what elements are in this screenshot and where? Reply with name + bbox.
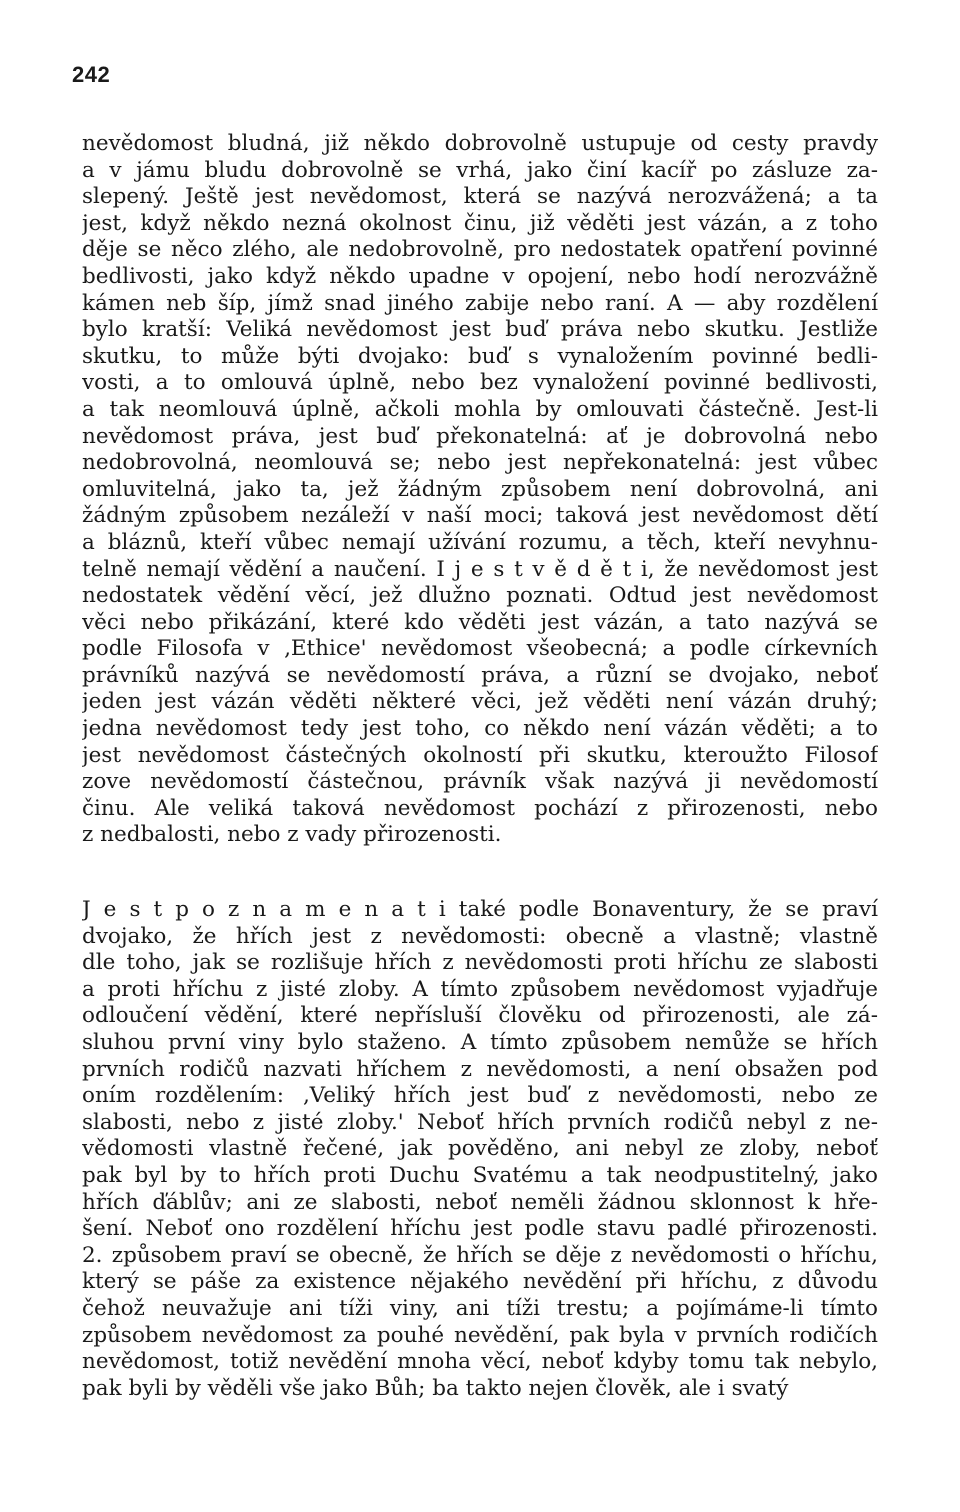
- text-line: slabosti, nebo z jisté zloby.' Neboť hřích prvních rodičů nebyl z ne-: [82, 1109, 878, 1135]
- text-line: prvních rodičů nazvati hříchem z nevědomosti, a není obsažen pod: [82, 1056, 878, 1082]
- text-line: odloučení vědění, které nepřísluší člověku od přirozenosti, ale zá-: [82, 1003, 878, 1029]
- text-line: J e s t p o z n a m e n a t i také podle Bonaventury, že se praví: [82, 897, 878, 922]
- text-line: a tak neomlouvá úplně, ačkoli mohla by omlouvati částečně. Jest-li: [82, 396, 878, 422]
- text-line: jest, když někdo nezná okolnost činu, již věděti jest vázán, a z toho: [82, 210, 878, 236]
- text-line: který se páše za existence nějakého nevědění při hříchu, z důvodu: [82, 1269, 878, 1295]
- text-line: žádným způsobem nezáleží v naší moci; taková jest nevědomost dětí: [82, 503, 878, 529]
- text-line: 2. způsobem praví se obecně, že hřích se děje z nevědomosti o hříchu,: [82, 1242, 878, 1268]
- text-line: nedostatek vědění věcí, jež dlužno poznati. Odtud jest nevědomost: [82, 583, 878, 609]
- text-line: čehož neuvažuje ani tíži viny, ani tíži trestu; a pojímáme-li tímto: [82, 1295, 878, 1321]
- text-line: jeden jest vázán věděti některé věci, jež věděti není vázán druhý;: [82, 689, 878, 715]
- text-line: právníků nazývá se nevědomostí práva, a různí se dvojako, neboť: [82, 662, 878, 688]
- text-line: podle Filosofa v ‚Ethice' nevědomost všeobecná; a podle církevních: [82, 636, 878, 662]
- text-line: a v jámu bludu dobrovolně se vrhá, jako činí kacíř po zásluze za-: [82, 157, 878, 183]
- text-line: dvojako, že hřích jest z nevědomosti: obecně a vlastně; vlastně: [82, 923, 878, 949]
- text-line: omluvitelná, jako ta, jež žádným způsobem není dobrovolná, ani: [82, 476, 878, 502]
- text-line: oním rozdělením: ‚Veliký hřích jest buď z nevědomosti, nebo ze: [82, 1083, 878, 1109]
- text-line: nevědomost bludná, již někdo dobrovolně ustupuje od cesty pravdy: [82, 131, 878, 156]
- text-line: činu. Ale veliká taková nevědomost pochází z přirozenosti, nebo: [82, 795, 878, 821]
- text-line: věci nebo přikázání, které kdo věděti jest vázán, a tato nazývá se: [82, 609, 878, 635]
- text-line: jedna nevědomost tedy jest toho, co někdo není vázán věděti; a to: [82, 716, 878, 742]
- text-line: telně nemají vědění a naučení. I j e s t v ě d ě t i, že nevědomost jest: [82, 556, 878, 582]
- text-line: pak byli by věděli vše jako Bůh; ba takto nejen člověk, ale i svatý: [82, 1375, 789, 1401]
- text-line: bedlivosti, jako když někdo upadne v opojení, nebo hodí nerozvážně: [82, 263, 878, 289]
- text-line: slepený. Ještě jest nevědomost, která se nazývá nerozvážená; a ta: [82, 184, 878, 210]
- text-line: pak byl by to hřích proti Duchu Svatému a tak neodpustitelný, jako: [82, 1162, 878, 1188]
- text-line: nevědomost, totiž nevědění mnoha věcí, neboť kdyby tomu tak nebylo,: [82, 1349, 878, 1375]
- text-line: zove nevědomostí částečnou, právník však nazývá ji nevědomostí: [82, 769, 878, 795]
- text-line: způsobem nevědomost za pouhé nevědění, pak byla v prvních rodičích: [82, 1322, 878, 1348]
- text-line: děje se něco zlého, ale nedobrovolně, pro nedostatek opatření povinné: [82, 237, 878, 263]
- text-line: bylo kratší: Veliká nevědomost jest buď práva nebo skutku. Jestliže: [82, 317, 878, 343]
- text-line: sluhou první viny bylo staženo. A tímto způsobem nemůže se hřích: [82, 1029, 878, 1055]
- text-line: nedobrovolná, neomlouvá se; nebo jest nepřekonatelná: jest vůbec: [82, 450, 878, 476]
- text-line: vosti, a to omlouvá úplně, nebo bez vynaložení povinné bedlivosti,: [82, 370, 878, 396]
- text-line: jest nevědomost částečných okolností při skutku, kteroužto Filosof: [82, 742, 878, 768]
- text-line: nevědomost práva, jest buď překonatelná: ať je dobrovolná nebo: [82, 423, 878, 449]
- text-line: dle toho, jak se rozlišuje hřích z nevědomosti proti hříchu ze slabosti: [82, 950, 878, 976]
- text-line: z nedbalosti, nebo z vady přirozenosti.: [82, 822, 502, 848]
- text-line: hřích ďáblův; ani ze slabosti, neboť neměli žádnou sklonnost k hře-: [82, 1189, 878, 1215]
- text-line: vědomosti vlastně řečené, jak pověděno, ani nebyl ze zloby, neboť: [82, 1136, 878, 1162]
- page-number: 242: [72, 62, 111, 87]
- text-line: skutku, to může býti dvojako: buď s vynaložením povinné bedli-: [82, 343, 878, 369]
- text-line: kámen neb šíp, jímž snad jiného zabije nebo raní. A — aby rozdělení: [82, 290, 878, 316]
- text-line: šení. Neboť ono rozdělení hříchu jest podle stavu padlé přirozenosti.: [82, 1216, 878, 1242]
- text-line: a proti hříchu z jisté zloby. A tímto způsobem nevědomost vyjadřuje: [82, 976, 878, 1002]
- text-line: a bláznů, kteří vůbec nemají užívání rozumu, a těch, kteří nevyhnu-: [82, 529, 878, 555]
- paragraph-1: [82, 131, 878, 849]
- paragraph-2: [82, 897, 878, 1402]
